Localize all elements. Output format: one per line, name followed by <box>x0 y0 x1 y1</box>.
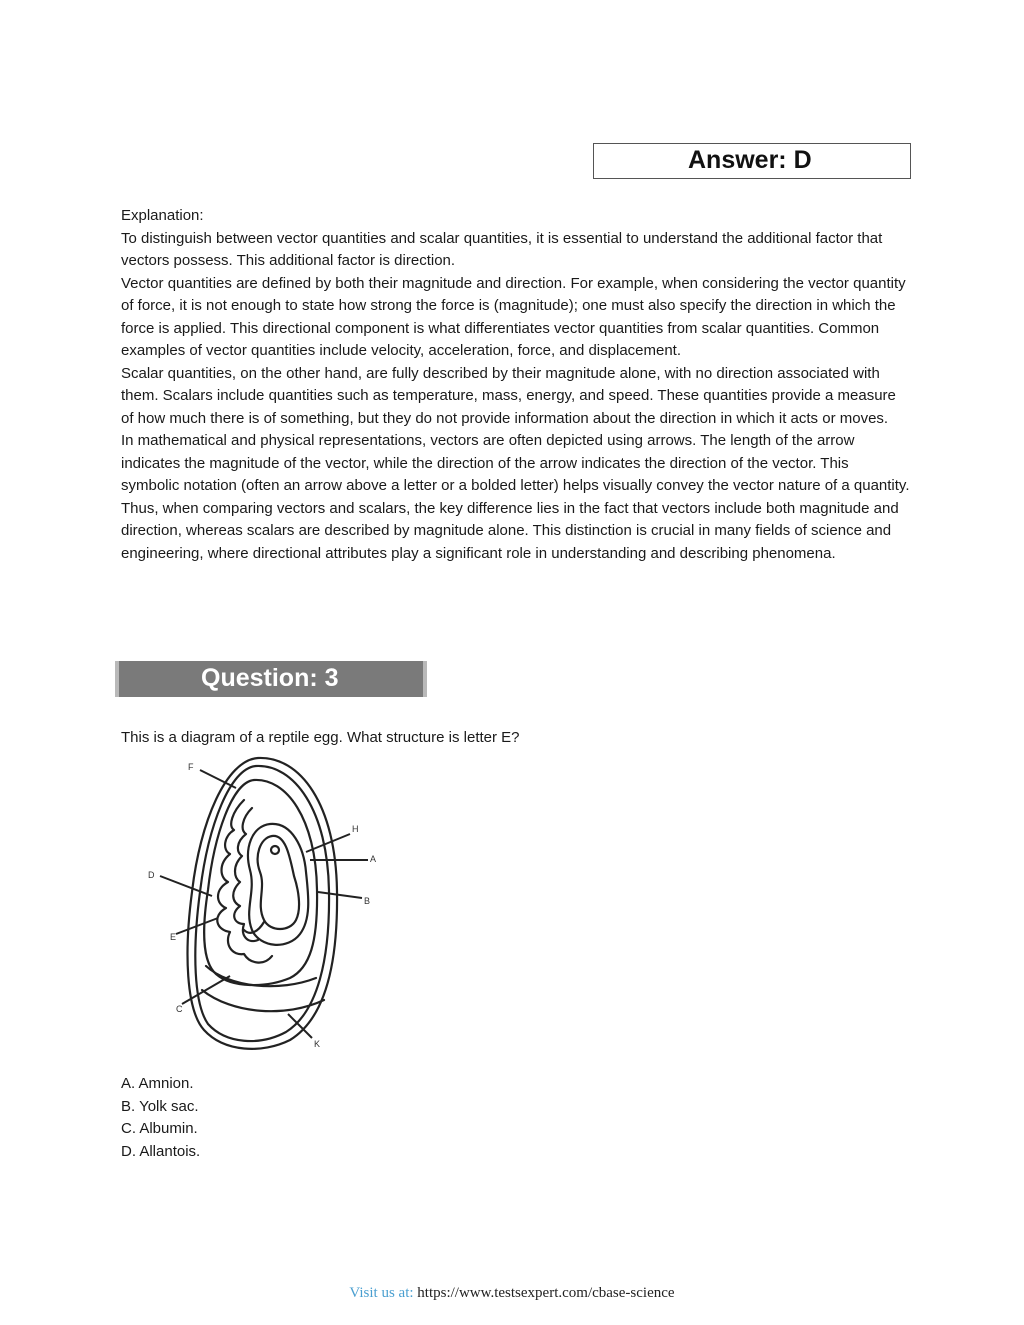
pointer-K <box>288 1014 312 1038</box>
explanation-heading: Explanation: <box>121 207 204 224</box>
diagram-label-D: D <box>148 870 155 880</box>
yolk-sac-boundary <box>206 966 316 986</box>
question-number: Question: 3 <box>201 664 339 692</box>
question-text: This is a diagram of a reptile egg. What structure is letter E? <box>121 729 520 746</box>
explanation-paragraph: In mathematical and physical representations, vectors are often depicted using arrows. The length of the arrow indicates the magnitude of the vector, while the direction of the arrow indicates the direction of the vector. This symbolic notation (often an arrow above a letter or a bolded letter) helps visually convey the vector nature of a quantity. <box>121 432 910 494</box>
diagram-label-B: B <box>364 896 371 906</box>
option-b: B. Yolk sac. <box>121 1097 199 1115</box>
explanation-paragraph: Thus, when comparing vectors and scalars, the key difference lies in the fact that vectors include both magnitude and direction, whereas scalars are described by magnitude alone. This distinction is crucial in many fields of science and engineering, where directional attributes play a significant role in understanding and describing phenomena. <box>121 499 899 562</box>
diagram-label-A: A <box>370 854 377 864</box>
diagram-label-C: C <box>176 1004 183 1014</box>
pointer-F <box>200 770 236 788</box>
pointer-D <box>160 876 212 896</box>
chorion-membrane <box>204 780 317 985</box>
explanation-section <box>121 205 911 565</box>
footer-visit-label: Visit us at: <box>349 1285 418 1301</box>
pointer-B <box>318 892 362 898</box>
amnion <box>248 824 308 945</box>
footer-url-link[interactable]: https://www.testsexpert.com/cbase-science <box>417 1285 675 1301</box>
embryo-eye <box>271 846 279 854</box>
diagram-label-K: K <box>314 1039 321 1049</box>
footer <box>0 1285 1024 1302</box>
egg-shell-outer <box>188 758 338 1049</box>
explanation-paragraph: To distinguish between vector quantities and scalar quantities, it is essential to understand the additional factor that vectors possess. This additional factor is direction. <box>121 229 883 269</box>
explanation-paragraph: Vector quantities are defined by both their magnitude and direction. For example, when considering the vector quantity of force, it is not enough to state how strong the force is (magnitude); one must also specify the direction in which the force is applied. This directional component is what differentiates vector quantities from scalar quantities. Common examples of vector quantities include velocity, acceleration, force, and displacement. <box>121 274 906 359</box>
answer-label: Answer: D <box>688 146 812 174</box>
diagram-label-H: H <box>352 824 359 834</box>
question-header <box>115 661 427 697</box>
explanation-paragraph: Scalar quantities, on the other hand, are fully described by their magnitude alone, with no direction associated with them. Scalars include quantities such as temperature, mass, energy, and speed. These quantities provide a measure of how much there is of something, but they do not provide information about the direction in which it acts or moves. <box>121 364 896 427</box>
diagram-label-F: F <box>188 762 194 772</box>
option-a: A. Amnion. <box>121 1075 194 1092</box>
answer-options <box>121 1073 200 1163</box>
option-c: C. Albumin. <box>121 1120 198 1137</box>
reptile-egg-diagram <box>140 752 390 1057</box>
diagram-label-E: E <box>170 932 177 942</box>
answer-box <box>593 143 911 179</box>
option-d: D. Allantois. <box>121 1142 201 1160</box>
